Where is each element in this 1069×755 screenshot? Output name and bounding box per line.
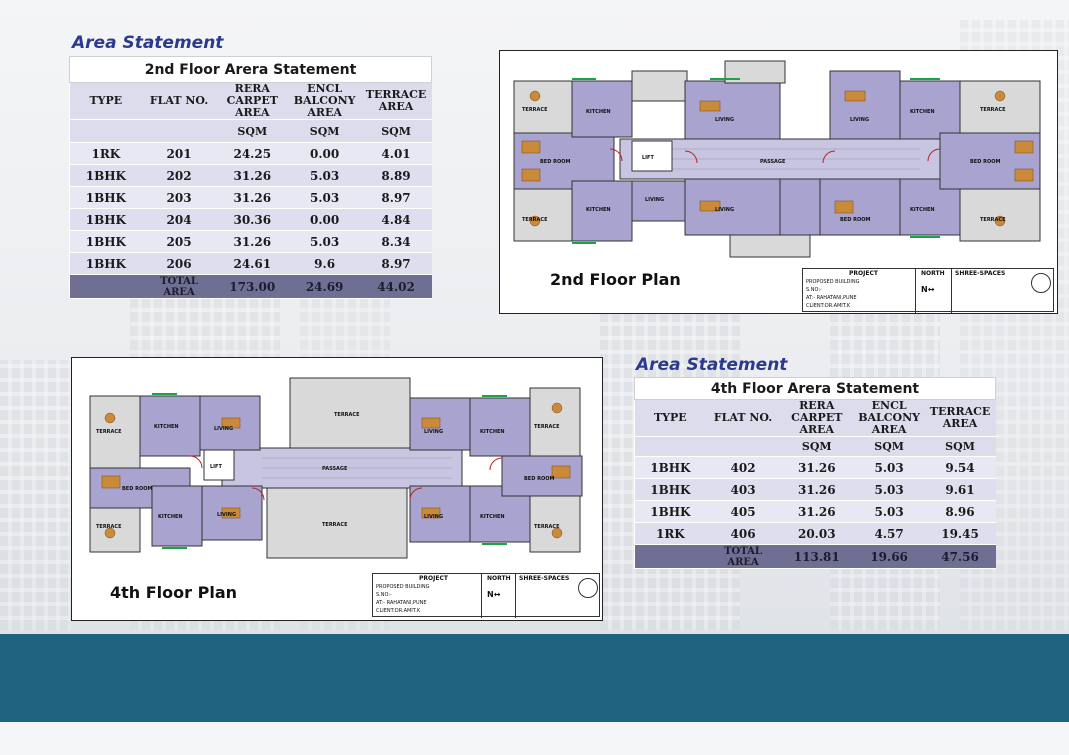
title-block-firm: SHREE-SPACES bbox=[519, 575, 570, 582]
cell-terrace: 19.45 bbox=[925, 523, 996, 545]
terrace-area bbox=[530, 388, 580, 458]
area-statement-table-2nd-floor bbox=[69, 56, 432, 299]
table-row bbox=[70, 165, 432, 187]
room-label: TERRACE bbox=[534, 524, 560, 530]
room-label: KITCHEN bbox=[154, 424, 179, 430]
title-block bbox=[802, 268, 1054, 312]
title-block-divider bbox=[951, 269, 952, 313]
total-balcony: 19.66 bbox=[854, 545, 925, 569]
title-block-client: CLIENT:DR.AMIT.K bbox=[806, 303, 851, 309]
room-label: LIVING bbox=[214, 426, 234, 432]
cell-flat: 205 bbox=[142, 231, 216, 253]
unit-cell bbox=[635, 437, 707, 457]
total-cell bbox=[70, 275, 143, 299]
table-title: 2nd Floor Arera Statement bbox=[70, 57, 432, 83]
firm-logo-icon bbox=[578, 578, 598, 598]
table-row bbox=[70, 143, 432, 165]
title-block-sno: S.NO:- bbox=[376, 592, 392, 598]
room-label: LIVING bbox=[850, 117, 870, 123]
title-block-project: PROJECT bbox=[419, 575, 448, 582]
total-label: TOTAL AREA bbox=[706, 545, 780, 569]
cell-balcony: 5.03 bbox=[289, 187, 361, 209]
room-label: LIVING bbox=[217, 512, 237, 518]
unit-cell: SQM bbox=[854, 437, 925, 457]
room-label: BED ROOM bbox=[970, 159, 1001, 165]
terrace-area bbox=[960, 189, 1040, 241]
title-block-divider bbox=[481, 574, 482, 618]
room-label: BED ROOM bbox=[122, 486, 153, 492]
cell-terrace: 8.97 bbox=[361, 187, 432, 209]
cell-flat: 405 bbox=[706, 501, 780, 523]
footer-strip bbox=[0, 722, 1069, 755]
cell-carpet: 30.36 bbox=[216, 209, 289, 231]
cell-carpet: 20.03 bbox=[780, 523, 854, 545]
cell-carpet: 31.26 bbox=[216, 165, 289, 187]
cell-flat: 203 bbox=[142, 187, 216, 209]
cell-flat: 202 bbox=[142, 165, 216, 187]
total-label: TOTAL AREA bbox=[142, 275, 216, 299]
cell-terrace: 9.54 bbox=[925, 457, 996, 479]
room-label: BED ROOM bbox=[524, 476, 555, 482]
cell-flat: 204 bbox=[142, 209, 216, 231]
total-balcony: 24.69 bbox=[289, 275, 361, 299]
col-header-rera-carpet: RERA CARPET AREA bbox=[780, 400, 854, 437]
title-block-building: PROPOSED BUILDING bbox=[806, 279, 860, 285]
room-label: KITCHEN bbox=[158, 514, 183, 520]
living-area bbox=[830, 71, 900, 139]
title-block bbox=[372, 573, 600, 617]
title-block-divider bbox=[515, 574, 516, 618]
room-label: BED ROOM bbox=[840, 217, 871, 223]
north-arrow-icon: N↔ bbox=[921, 285, 935, 294]
room-label: TERRACE bbox=[96, 524, 122, 530]
room-label: LIVING bbox=[424, 514, 444, 520]
table-row bbox=[70, 231, 432, 253]
table-row bbox=[635, 457, 996, 479]
col-header-type: TYPE bbox=[635, 400, 707, 437]
terrace-area bbox=[730, 235, 810, 257]
cell-balcony: 0.00 bbox=[289, 209, 361, 231]
col-header-rera-carpet: RERA CARPET AREA bbox=[216, 83, 289, 120]
terrace-area bbox=[632, 71, 687, 101]
floor-plan-drawing bbox=[72, 358, 601, 568]
floor-plan-drawing bbox=[500, 51, 1056, 265]
title-block-north: NORTH bbox=[921, 270, 945, 277]
area-statement-heading: Area Statement bbox=[72, 33, 224, 53]
kitchen-area bbox=[780, 179, 820, 235]
total-row bbox=[70, 275, 432, 299]
cell-carpet: 31.26 bbox=[216, 231, 289, 253]
total-terrace: 44.02 bbox=[361, 275, 432, 299]
table-row bbox=[70, 253, 432, 275]
cell-type: 1BHK bbox=[70, 209, 143, 231]
room-label: LIVING bbox=[715, 207, 735, 213]
cell-type: 1BHK bbox=[635, 501, 707, 523]
cell-terrace: 8.34 bbox=[361, 231, 432, 253]
cell-balcony: 9.6 bbox=[289, 253, 361, 275]
table-row bbox=[635, 479, 996, 501]
col-header-encl-balcony: ENCL BALCONY AREA bbox=[289, 83, 361, 120]
col-header-terrace: TERRACE AREA bbox=[361, 83, 432, 120]
cell-carpet: 31.26 bbox=[780, 457, 854, 479]
bedroom-area bbox=[820, 179, 900, 235]
cell-type: 1BHK bbox=[635, 457, 707, 479]
table-row bbox=[70, 209, 432, 231]
room-label: LIFT bbox=[642, 155, 654, 161]
unit-cell bbox=[142, 120, 216, 143]
cell-type: 1BHK bbox=[70, 253, 143, 275]
cell-flat: 402 bbox=[706, 457, 780, 479]
cell-flat: 201 bbox=[142, 143, 216, 165]
floor-plan-2nd bbox=[499, 50, 1058, 314]
area-statement-heading: Area Statement bbox=[636, 355, 788, 375]
room-label: KITCHEN bbox=[480, 429, 505, 435]
room-label: TERRACE bbox=[522, 107, 548, 113]
cell-flat: 206 bbox=[142, 253, 216, 275]
cell-balcony: 4.57 bbox=[854, 523, 925, 545]
cell-carpet: 31.26 bbox=[216, 187, 289, 209]
total-carpet: 113.81 bbox=[780, 545, 854, 569]
room-label: LIVING bbox=[424, 429, 444, 435]
cell-carpet: 24.61 bbox=[216, 253, 289, 275]
room-label: TERRACE bbox=[96, 429, 122, 435]
plan-title: 2nd Floor Plan bbox=[550, 270, 681, 289]
cell-carpet: 31.26 bbox=[780, 479, 854, 501]
title-block-sno: S.NO:- bbox=[806, 287, 822, 293]
cell-type: 1BHK bbox=[70, 231, 143, 253]
title-block-building: PROPOSED BUILDING bbox=[376, 584, 430, 590]
plan-title: 4th Floor Plan bbox=[110, 583, 237, 602]
north-arrow-icon: N↔ bbox=[487, 590, 501, 599]
terrace-area bbox=[514, 189, 572, 241]
unit-cell: SQM bbox=[216, 120, 289, 143]
area-statement-table-4th-floor bbox=[634, 377, 996, 569]
title-block-client: CLIENT:DR.AMIT.K bbox=[376, 608, 421, 614]
table-row bbox=[635, 523, 996, 545]
cell-terrace: 4.84 bbox=[361, 209, 432, 231]
room-label: TERRACE bbox=[334, 412, 360, 418]
room-label: BED ROOM bbox=[540, 159, 571, 165]
cell-terrace: 8.96 bbox=[925, 501, 996, 523]
title-block-divider bbox=[915, 269, 916, 313]
room-label: TERRACE bbox=[522, 217, 548, 223]
cell-balcony: 5.03 bbox=[854, 501, 925, 523]
unit-cell: SQM bbox=[925, 437, 996, 457]
kitchen-area bbox=[470, 398, 530, 456]
room-label: LIVING bbox=[645, 197, 665, 203]
cell-balcony: 5.03 bbox=[854, 457, 925, 479]
room-label: KITCHEN bbox=[910, 109, 935, 115]
room-label: KITCHEN bbox=[910, 207, 935, 213]
cell-terrace: 8.97 bbox=[361, 253, 432, 275]
cell-balcony: 0.00 bbox=[289, 143, 361, 165]
cell-terrace: 8.89 bbox=[361, 165, 432, 187]
col-header-type: TYPE bbox=[70, 83, 143, 120]
cell-type: 1BHK bbox=[635, 479, 707, 501]
cell-balcony: 5.03 bbox=[289, 165, 361, 187]
table-row bbox=[635, 501, 996, 523]
room-label: TERRACE bbox=[322, 522, 348, 528]
title-block-firm: SHREE-SPACES bbox=[955, 270, 1006, 277]
table-title: 4th Floor Arera Statement bbox=[635, 378, 996, 400]
terrace-area bbox=[90, 508, 140, 552]
room-label: TERRACE bbox=[534, 424, 560, 430]
cell-type: 1BHK bbox=[70, 187, 143, 209]
footer-band bbox=[0, 634, 1069, 722]
col-header-flat-no: FLAT NO. bbox=[142, 83, 216, 120]
cell-terrace: 4.01 bbox=[361, 143, 432, 165]
unit-cell: SQM bbox=[289, 120, 361, 143]
living-area bbox=[685, 81, 780, 139]
room-label: KITCHEN bbox=[586, 207, 611, 213]
room-label: TERRACE bbox=[980, 107, 1006, 113]
background-building bbox=[0, 360, 70, 630]
room-label: KITCHEN bbox=[586, 109, 611, 115]
cell-balcony: 5.03 bbox=[854, 479, 925, 501]
total-row bbox=[635, 545, 996, 569]
cell-carpet: 31.26 bbox=[780, 501, 854, 523]
room-label: LIVING bbox=[715, 117, 735, 123]
cell-type: 1RK bbox=[635, 523, 707, 545]
total-carpet: 173.00 bbox=[216, 275, 289, 299]
title-block-north: NORTH bbox=[487, 575, 511, 582]
cell-flat: 403 bbox=[706, 479, 780, 501]
title-block-at: AT:- RAHATANI,PUNE bbox=[806, 295, 857, 301]
col-header-terrace: TERRACE AREA bbox=[925, 400, 996, 437]
cell-type: 1BHK bbox=[70, 165, 143, 187]
floor-plan-4th bbox=[71, 357, 603, 621]
title-block-at: AT:- RAHATANI,PUNE bbox=[376, 600, 427, 606]
unit-cell: SQM bbox=[780, 437, 854, 457]
room-label: PASSAGE bbox=[322, 466, 348, 472]
firm-logo-icon bbox=[1031, 273, 1051, 293]
table-row bbox=[70, 187, 432, 209]
total-cell bbox=[635, 545, 707, 569]
cell-flat: 406 bbox=[706, 523, 780, 545]
total-terrace: 47.56 bbox=[925, 545, 996, 569]
room-label: KITCHEN bbox=[480, 514, 505, 520]
unit-cell: SQM bbox=[361, 120, 432, 143]
cell-terrace: 9.61 bbox=[925, 479, 996, 501]
unit-cell bbox=[70, 120, 143, 143]
cell-type: 1RK bbox=[70, 143, 143, 165]
cell-balcony: 5.03 bbox=[289, 231, 361, 253]
col-header-encl-balcony: ENCL BALCONY AREA bbox=[854, 400, 925, 437]
cell-carpet: 24.25 bbox=[216, 143, 289, 165]
col-header-flat-no: FLAT NO. bbox=[706, 400, 780, 437]
title-block-project: PROJECT bbox=[849, 270, 878, 277]
unit-cell bbox=[706, 437, 780, 457]
room-label: LIFT bbox=[210, 464, 222, 470]
room-label: PASSAGE bbox=[760, 159, 786, 165]
room-label: TERRACE bbox=[980, 217, 1006, 223]
